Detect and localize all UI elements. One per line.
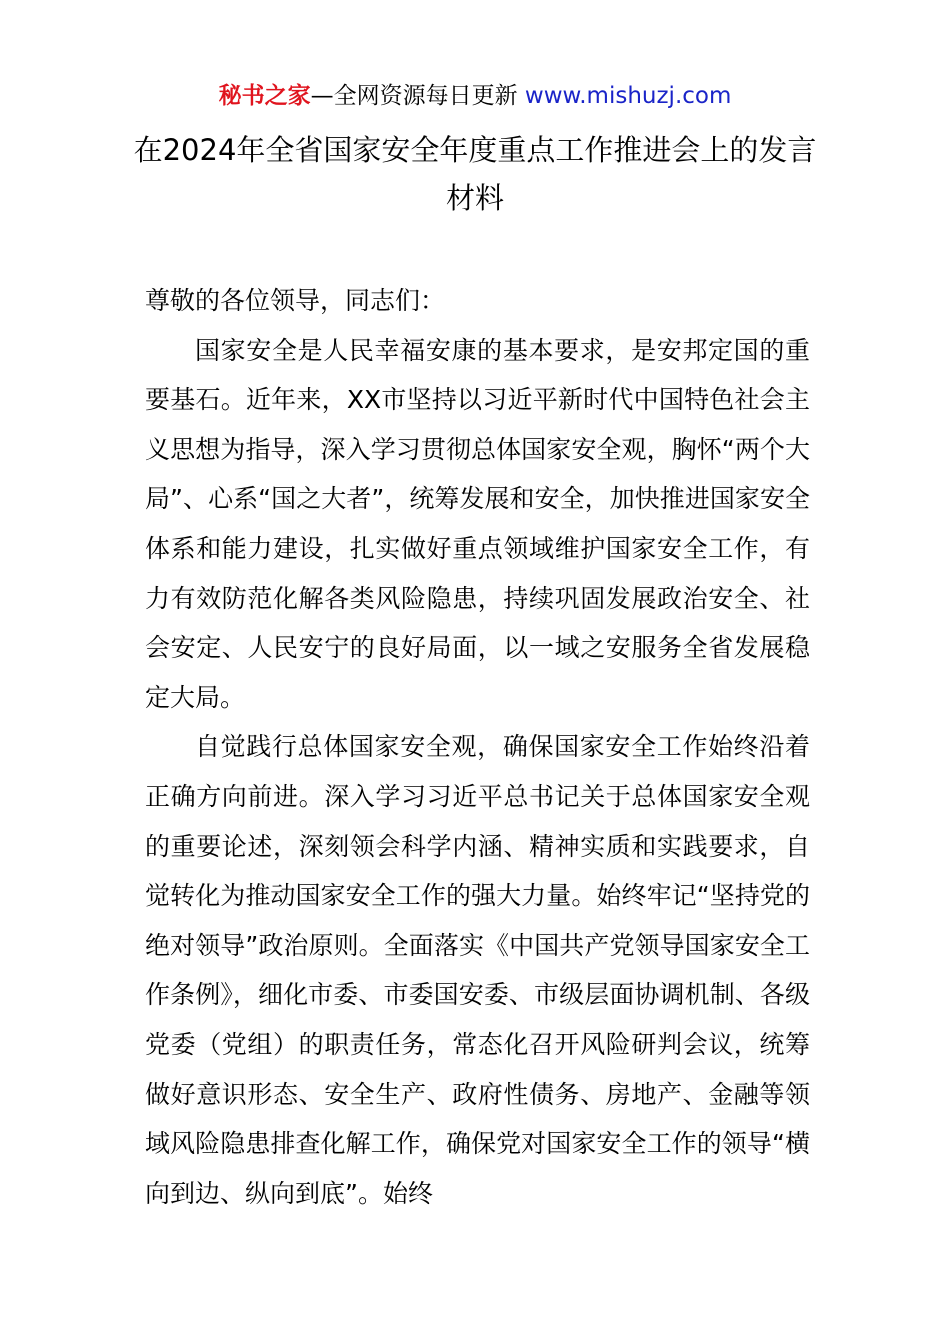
site-tagline: —全网资源每日更新 bbox=[310, 83, 525, 109]
site-name: 秘书之家 bbox=[218, 83, 311, 109]
salutation: 尊敬的各位领导，同志们： bbox=[145, 286, 446, 315]
paragraph: 自觉践行总体国家安全观，确保国家安全工作始终沿着正确方向前进。深入学习习近平总书记关于总体国家安全观的重要论述，深刻领会科学内涵、精神实质和实践要求，自觉转化为推动国家安全工作的强大力量。始终牢记“坚持党的绝对领导”政治原则。全面落实《中国共产党领导国家安全工作条例》，细化市委、市委国安委、市级层面协调机制、各级党委（党组）的职责任务，常态化召开风险研判会议，统筹做好意识形态、安全生产、政府性债务、房地产、金融等领域风险隐患排查化解工作，确保党对国家安全工作的领导“横向到边、纵向到底”。始终 bbox=[145, 732, 810, 1208]
document-title: 在2024年全省国家安全年度重点工作推进会上的发言材料 bbox=[133, 133, 817, 215]
document-body bbox=[145, 276, 810, 1218]
paragraph: 国家安全是人民幸福安康的基本要求，是安邦定国的重要基石。近年来，XX市坚持以习近平新时代中国特色社会主义思想为指导，深入学习贯彻总体国家安全观，胸怀“两个大局”、心系“国之大者”，统筹发展和安全，加快推进国家安全体系和能力建设，扎实做好重点领域维护国家安全工作，有力有效防范化解各类风险隐患，持续巩固发展政治安全、社会安定、人民安宁的良好局面，以一域之安服务全省发展稳定大局。 bbox=[145, 335, 810, 712]
site-watermark-header bbox=[0, 80, 950, 112]
site-url: www.mishuzj.com bbox=[524, 83, 732, 109]
